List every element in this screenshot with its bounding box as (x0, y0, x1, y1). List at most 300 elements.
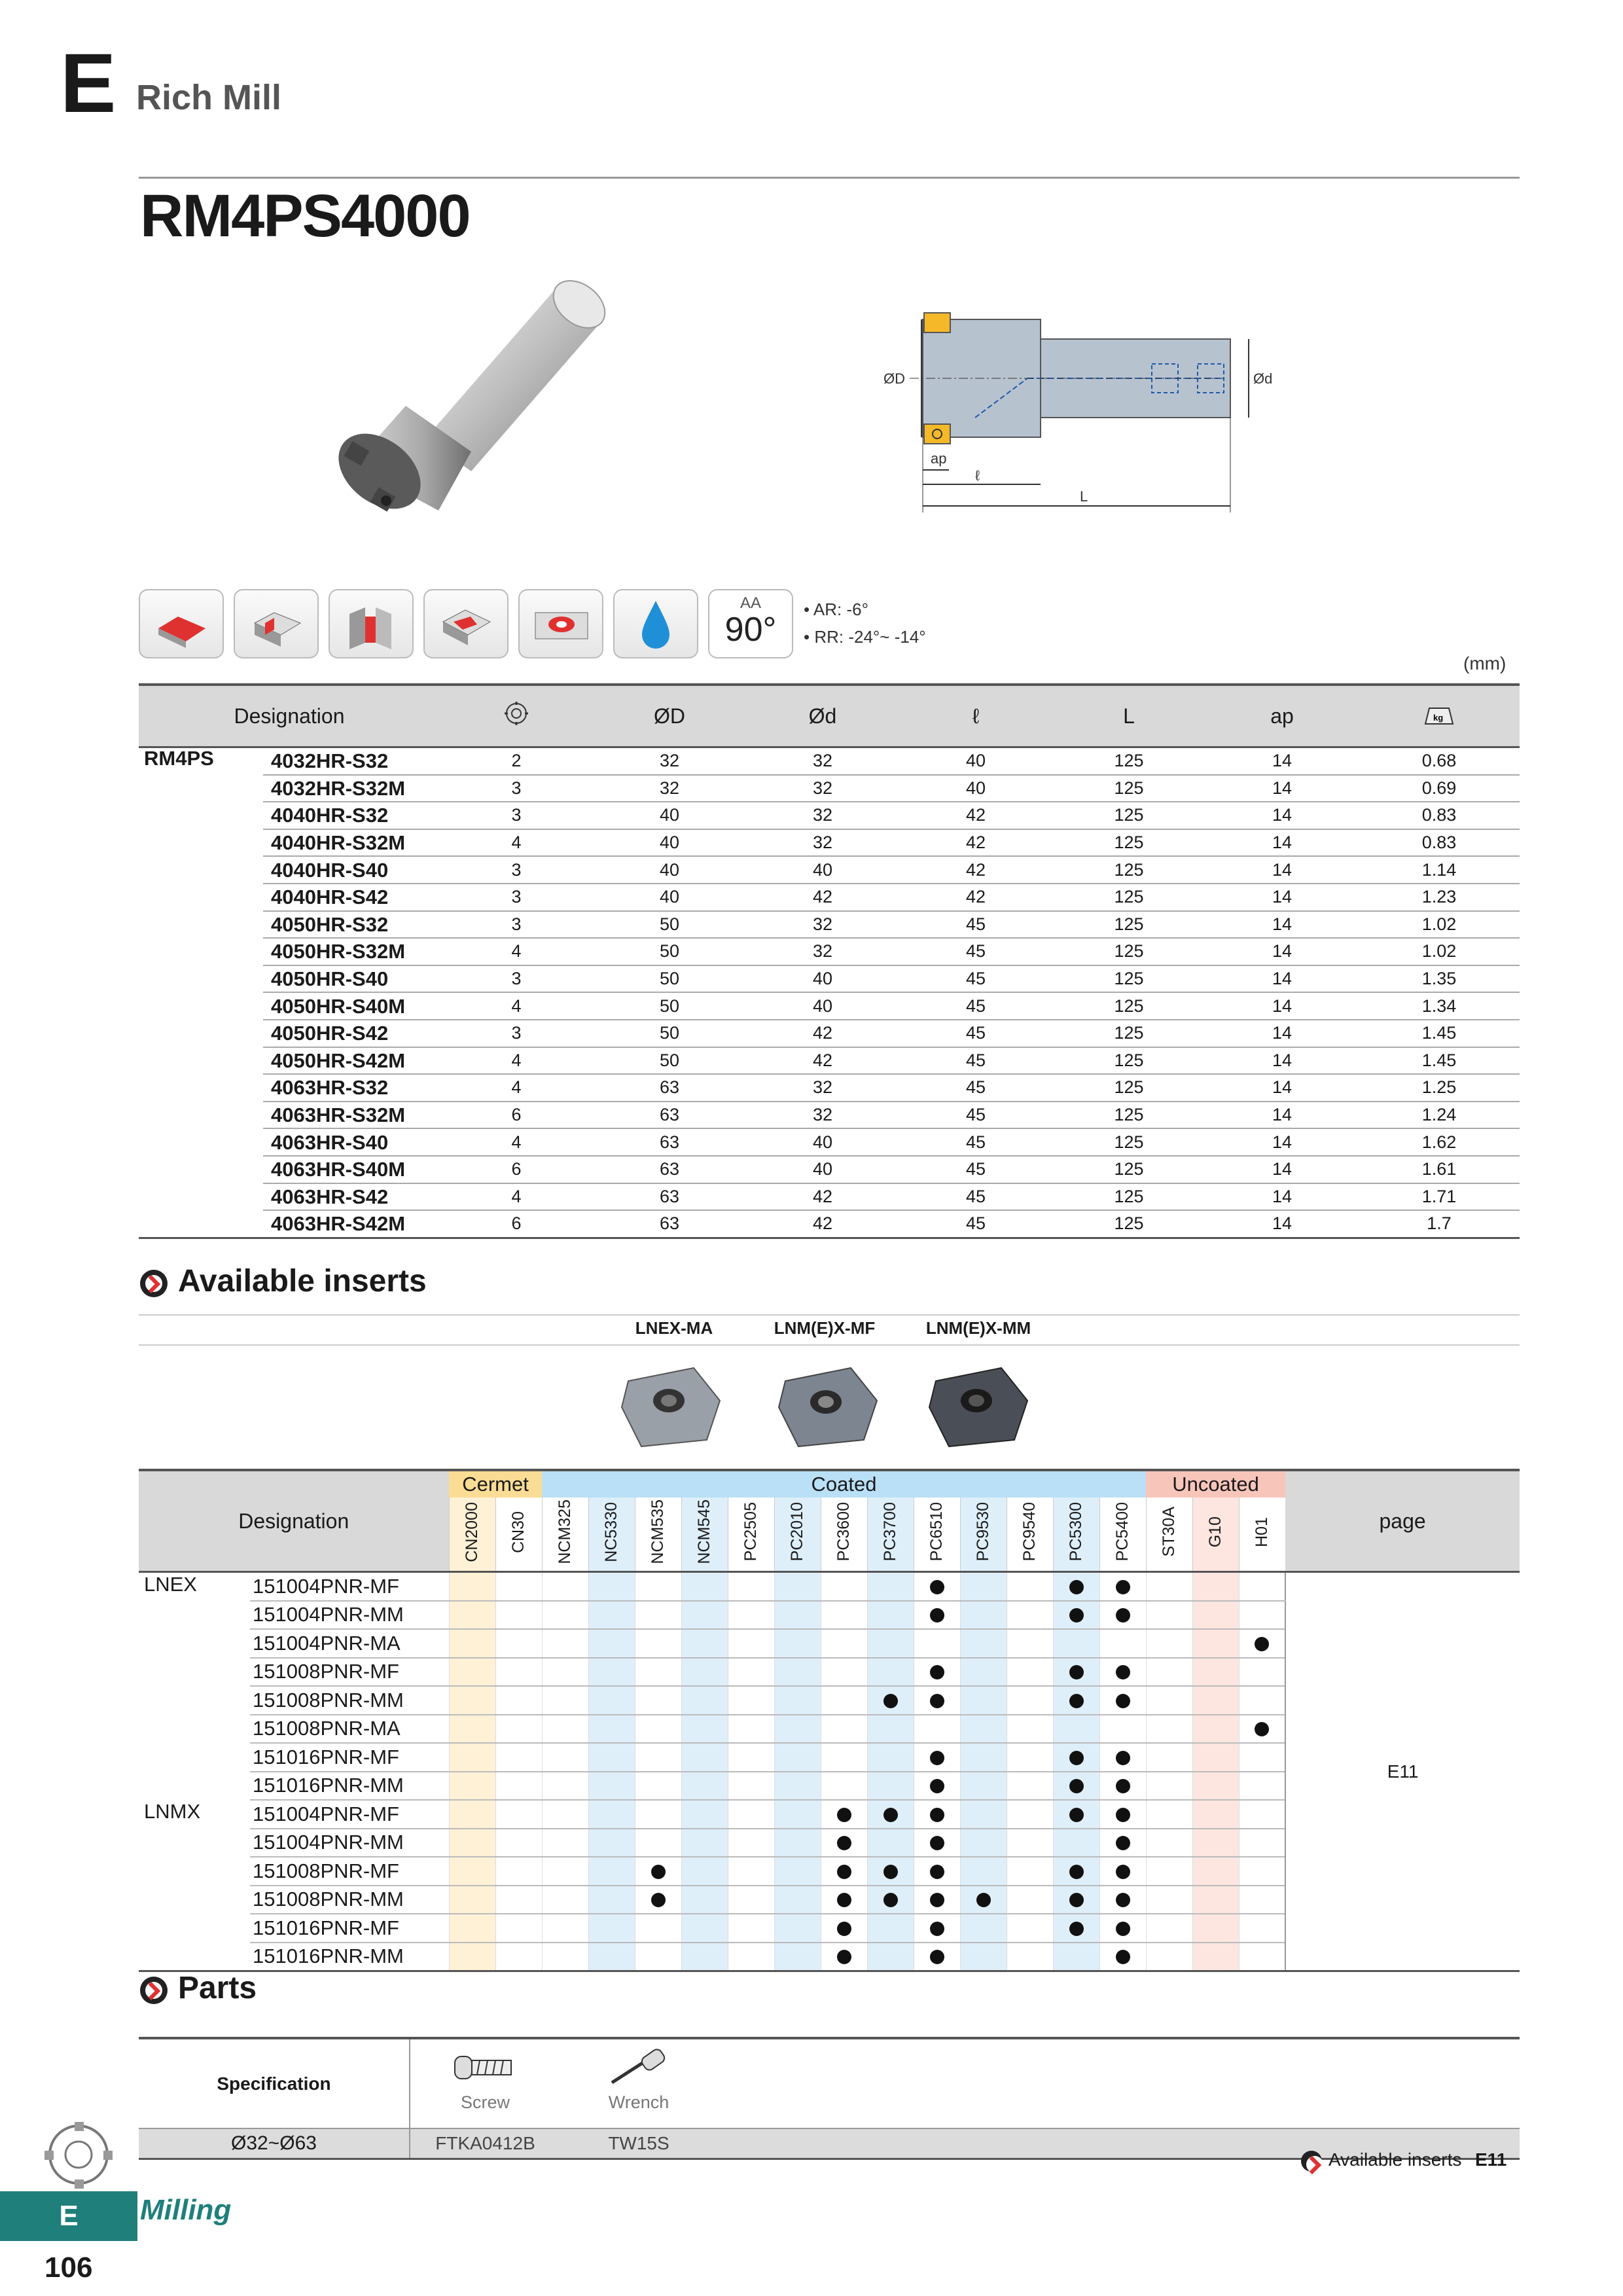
available-dot (1116, 1808, 1130, 1822)
value-cell: 63 (593, 1183, 746, 1211)
grade-cell (681, 1914, 728, 1943)
insert-designation: 151004PNR-MM (250, 1601, 449, 1630)
grade-name: PC9530 (960, 1498, 1007, 1572)
insert-designation: 151016PNR-MM (250, 1772, 449, 1801)
grade-cell (1007, 1857, 1053, 1886)
grade-cell (821, 1772, 867, 1801)
grade-cell (914, 1715, 960, 1744)
grade-cell (867, 1943, 914, 1971)
grade-cell (867, 1572, 914, 1601)
available-dot (1255, 1722, 1269, 1736)
table-row (139, 856, 1520, 884)
grade-cell (1192, 1886, 1239, 1914)
value-cell: 6 (440, 1102, 593, 1129)
grade-cell (914, 1572, 960, 1601)
value-cell: 14 (1205, 856, 1359, 884)
grade-cell (821, 1686, 867, 1715)
grade-cell (728, 1886, 774, 1914)
grade-cell (449, 1943, 495, 1971)
grade-cell (681, 1943, 728, 1971)
grade-cell (821, 1601, 867, 1630)
wrench-label: Wrench (608, 2092, 669, 2112)
value-cell: 45 (899, 911, 1052, 939)
grade-cell (495, 1743, 542, 1772)
grade-cell (1146, 1857, 1192, 1886)
grade-cell (635, 1629, 681, 1658)
grade-cell (1239, 1829, 1285, 1857)
grade-cell (1007, 1743, 1053, 1772)
insert-group-label: LNEX (144, 1573, 197, 1596)
col-D: ØD (593, 685, 746, 747)
grade-cell (495, 1658, 542, 1687)
value-cell: 14 (1205, 938, 1359, 965)
screw-cell (410, 2038, 560, 2128)
grade-cell (914, 1914, 960, 1943)
grade-cell (774, 1886, 821, 1914)
value-cell: 125 (1052, 829, 1205, 857)
grade-cell (821, 1743, 867, 1772)
value-cell: 40 (746, 992, 899, 1020)
value-cell: 1.23 (1359, 884, 1520, 911)
grade-cell (728, 1772, 774, 1801)
grade-cell (542, 1857, 588, 1886)
grade-cell (960, 1943, 1007, 1971)
value-cell: 63 (593, 1102, 746, 1129)
grade-name: NC5330 (588, 1498, 635, 1572)
grade-cell (495, 1886, 542, 1914)
value-cell: 3 (440, 775, 593, 802)
value-cell: 14 (1205, 1102, 1359, 1129)
designation-cell: 4063HR-S32 (263, 1074, 440, 1102)
od-big-label: ØD (883, 370, 905, 387)
grade-cell (588, 1829, 635, 1857)
grade-cell (960, 1829, 1007, 1857)
value-cell: 125 (1052, 1020, 1205, 1047)
value-cell: 125 (1052, 1183, 1205, 1211)
value-cell: 42 (746, 1020, 899, 1047)
grade-cell (960, 1572, 1007, 1601)
grade-cell (821, 1886, 867, 1914)
designation-cell: 4050HR-S32 (263, 911, 440, 939)
grade-cell (867, 1629, 914, 1658)
insert-designation: 151004PNR-MF (250, 1800, 449, 1829)
grade-cell (449, 1800, 495, 1829)
grade-name: PC2010 (774, 1498, 821, 1572)
grade-name: PC5400 (1099, 1498, 1146, 1572)
grade-cell (821, 1914, 867, 1943)
grade-cell (588, 1886, 635, 1914)
value-cell: 125 (1052, 1074, 1205, 1102)
value-cell: 40 (593, 856, 746, 884)
grade-cell (914, 1686, 960, 1715)
grade-cell (914, 1601, 960, 1630)
grade-cell (960, 1686, 1007, 1715)
grade-cell (449, 1629, 495, 1658)
grade-cell (728, 1857, 774, 1886)
grade-cell (821, 1857, 867, 1886)
value-cell: 42 (746, 1047, 899, 1075)
grade-cell (1192, 1800, 1239, 1829)
value-cell: 32 (746, 747, 899, 775)
designation-cell: 4040HR-S42 (263, 884, 440, 911)
chapter-tab: E (0, 2191, 137, 2241)
value-cell: 125 (1052, 1102, 1205, 1129)
grade-cell (1053, 1686, 1099, 1715)
available-dot (930, 1836, 944, 1850)
group-coated: Coated (542, 1470, 1146, 1498)
grade-cell (1146, 1601, 1192, 1630)
grade-cell (774, 1800, 821, 1829)
grade-name: PC6510 (914, 1498, 960, 1572)
grade-cell (914, 1658, 960, 1687)
grade-cell (1053, 1743, 1099, 1772)
od-small-label: Ød (1253, 370, 1273, 387)
available-dot (883, 1865, 898, 1879)
value-cell: 40 (746, 856, 899, 884)
value-cell: 40 (746, 965, 899, 993)
grade-cell (681, 1743, 728, 1772)
designation-cell: 4032HR-S32M (263, 775, 440, 802)
grade-cell (960, 1857, 1007, 1886)
grade-cell (588, 1601, 635, 1630)
insert-designation: 151008PNR-MM (250, 1686, 449, 1715)
available-dot (837, 1950, 851, 1964)
grade-cell (1192, 1572, 1239, 1601)
grade-cell (821, 1572, 867, 1601)
available-dot (1255, 1637, 1269, 1651)
available-dot (1069, 1580, 1084, 1594)
value-cell: 14 (1205, 1074, 1359, 1102)
insert-designation: 151008PNR-MF (250, 1658, 449, 1687)
value-cell: 14 (1205, 1156, 1359, 1183)
grade-cell (728, 1829, 774, 1857)
grade-cell (1239, 1743, 1285, 1772)
grade-cell (1239, 1601, 1285, 1630)
value-cell: 1.45 (1359, 1020, 1520, 1047)
grade-cell (588, 1772, 635, 1801)
value-cell: 50 (593, 938, 746, 965)
grade-cell (635, 1943, 681, 1971)
value-cell: 1.7 (1359, 1210, 1520, 1238)
value-cell: 1.35 (1359, 965, 1520, 993)
designation-cell: 4050HR-S32M (263, 938, 440, 965)
insert-designation: 151008PNR-MA (250, 1715, 449, 1744)
value-cell: 4 (440, 992, 593, 1020)
grade-cell (635, 1772, 681, 1801)
available-dot (1069, 1694, 1084, 1708)
grade-cell (867, 1772, 914, 1801)
value-cell: 40 (593, 829, 746, 857)
grade-cell (867, 1829, 914, 1857)
available-dot (930, 1950, 944, 1964)
wrench-icon (603, 2043, 675, 2089)
ref-arrow-icon (1301, 2151, 1322, 2172)
ref-text[interactable]: Available inserts (1329, 2149, 1462, 2170)
grade-cell (1007, 1829, 1053, 1857)
grade-cell (1239, 1686, 1285, 1715)
grade-cell (774, 1943, 821, 1971)
table-row (139, 1156, 1520, 1183)
spec-rr: • RR: -24°~ -14° (804, 627, 926, 647)
grade-cell (495, 1715, 542, 1744)
available-dot (1116, 1751, 1130, 1765)
grade-name: PC3600 (821, 1498, 867, 1572)
available-dot (1116, 1608, 1130, 1623)
grade-cell (821, 1715, 867, 1744)
inserts-title: Available inserts (178, 1264, 427, 1299)
grade-cell (681, 1629, 728, 1658)
col-d: Ød (746, 685, 899, 747)
available-dot (930, 1893, 944, 1907)
grade-cell (774, 1743, 821, 1772)
grade-cell (914, 1829, 960, 1857)
grade-cell (681, 1772, 728, 1801)
grade-name: PC2505 (728, 1498, 774, 1572)
value-cell: 42 (899, 884, 1052, 911)
tool-photo (308, 275, 622, 550)
grade-cell (1192, 1658, 1239, 1687)
value-cell: 40 (593, 802, 746, 829)
value-cell: 14 (1205, 1020, 1359, 1047)
value-cell: 3 (440, 911, 593, 939)
grade-cell (681, 1686, 728, 1715)
grade-cell (774, 1686, 821, 1715)
weight-icon (1424, 702, 1454, 725)
grade-cell (542, 1658, 588, 1687)
grade-cell (449, 1572, 495, 1601)
value-cell: 6 (440, 1210, 593, 1238)
available-dot (930, 1922, 944, 1936)
grade-cell (542, 1914, 588, 1943)
value-cell: 45 (899, 1210, 1052, 1238)
value-cell: 3 (440, 884, 593, 911)
grade-cell (588, 1743, 635, 1772)
face-milling-icon (234, 589, 319, 658)
ref-page[interactable]: E11 (1475, 2149, 1507, 2170)
grade-cell (681, 1857, 728, 1886)
table-row (139, 1102, 1520, 1129)
grade-cell (960, 1800, 1007, 1829)
grade-cell (588, 1943, 635, 1971)
insert-designation: 151004PNR-MM (250, 1829, 449, 1857)
grade-cell (495, 1629, 542, 1658)
grade-cell (1007, 1686, 1053, 1715)
page-number: 106 (45, 2251, 93, 2284)
grade-cell (681, 1658, 728, 1687)
value-cell: 14 (1205, 829, 1359, 857)
grade-cell (449, 1743, 495, 1772)
chapter-letter: E (60, 37, 116, 130)
value-cell: 45 (899, 1074, 1052, 1102)
grade-cell (1146, 1886, 1192, 1914)
grade-cell (1099, 1572, 1146, 1601)
grade-cell (588, 1629, 635, 1658)
grade-cell (914, 1772, 960, 1801)
available-dot (1116, 1580, 1130, 1594)
available-dot (1069, 1608, 1084, 1623)
grade-cell (542, 1601, 588, 1630)
grade-cell (1192, 1914, 1239, 1943)
grade-cell (774, 1715, 821, 1744)
grade-cell (542, 1772, 588, 1801)
value-cell: 45 (899, 1183, 1052, 1211)
insert-type-label: LNM(E)X-MM (925, 1318, 1031, 1338)
L-label: L (1080, 488, 1088, 505)
table-row (139, 1183, 1520, 1211)
grade-cell (1239, 1943, 1285, 1971)
table-row (139, 911, 1520, 939)
grade-cell (495, 1601, 542, 1630)
grade-name: H01 (1239, 1498, 1285, 1572)
grade-cell (1099, 1743, 1146, 1772)
grade-cell (1239, 1857, 1285, 1886)
grade-cell (449, 1772, 495, 1801)
grade-cell (1099, 1686, 1146, 1715)
grade-cell (867, 1857, 914, 1886)
grade-cell (1146, 1629, 1192, 1658)
value-cell: 32 (593, 747, 746, 775)
table-row (139, 802, 1520, 829)
table-row (139, 829, 1520, 857)
available-dot (1069, 1922, 1084, 1936)
value-cell: 40 (593, 884, 746, 911)
value-cell: 14 (1205, 1128, 1359, 1156)
value-cell: 63 (593, 1210, 746, 1238)
cutter-logo-icon (39, 2118, 118, 2190)
value-cell: 125 (1052, 992, 1205, 1020)
available-dot (1116, 1665, 1130, 1679)
grade-cell (1007, 1601, 1053, 1630)
grade-cell (495, 1914, 542, 1943)
value-cell: 0.83 (1359, 829, 1520, 857)
grade-cell (1099, 1715, 1146, 1744)
col-teeth (440, 685, 593, 747)
available-dot (651, 1865, 666, 1879)
available-dot (1116, 1779, 1130, 1793)
screw-code: FTKA0412B (410, 2128, 560, 2159)
grade-cell (1007, 1658, 1053, 1687)
grade-cell (1007, 1800, 1053, 1829)
grade-cell (449, 1886, 495, 1914)
grade-cell (1192, 1857, 1239, 1886)
available-dot (930, 1865, 944, 1879)
grade-cell (588, 1658, 635, 1687)
available-dot (883, 1694, 898, 1708)
tool-drawing (870, 306, 1329, 522)
wrench-cell (560, 2038, 717, 2128)
grade-cell (867, 1743, 914, 1772)
value-cell: 45 (899, 938, 1052, 965)
value-cell: 14 (1205, 1210, 1359, 1238)
value-cell: 125 (1052, 884, 1205, 911)
value-cell: 40 (746, 1128, 899, 1156)
col-designation: Designation (139, 685, 440, 747)
available-dot (837, 1808, 851, 1822)
parts-range: Ø32~Ø63 (139, 2128, 410, 2159)
inserts-divider (139, 1344, 1520, 1346)
grade-name: PC3700 (867, 1498, 914, 1572)
grade-cell (867, 1914, 914, 1943)
grade-cell (449, 1857, 495, 1886)
grade-cell (821, 1629, 867, 1658)
grade-cell (542, 1886, 588, 1914)
grade-cell (1099, 1772, 1146, 1801)
section-arrow-icon (140, 1977, 168, 2004)
grade-cell (1192, 1829, 1239, 1857)
grade-cell (1053, 1857, 1099, 1886)
col-L: L (1052, 685, 1205, 747)
grade-cell (728, 1743, 774, 1772)
grade-name: CN2000 (449, 1498, 495, 1572)
grade-cell (914, 1943, 960, 1971)
grade-cell (1192, 1943, 1239, 1971)
grade-cell (728, 1572, 774, 1601)
value-cell: 1.24 (1359, 1102, 1520, 1129)
available-dot (1069, 1751, 1084, 1765)
value-cell: 125 (1052, 965, 1205, 993)
value-cell: 125 (1052, 802, 1205, 829)
grade-cell (542, 1629, 588, 1658)
value-cell: 45 (899, 1128, 1052, 1156)
value-cell: 42 (899, 802, 1052, 829)
grade-name: ST30A (1146, 1498, 1192, 1572)
insert-type-label: LNEX-MA (635, 1318, 713, 1338)
value-cell: 14 (1205, 911, 1359, 939)
grade-cell (1099, 1601, 1146, 1630)
grade-page-ref[interactable]: E11 (1285, 1572, 1520, 1971)
available-dot (930, 1779, 944, 1793)
col-ap: ap (1205, 685, 1359, 747)
insert-group-label: LNMX (139, 1800, 250, 1971)
designation-cell: 4040HR-S32 (263, 802, 440, 829)
grade-cell (774, 1601, 821, 1630)
grade-cell (1239, 1800, 1285, 1829)
designation-cell: 4040HR-S40 (263, 856, 440, 884)
approach-angle-box (708, 589, 793, 658)
value-cell: 4 (440, 1128, 593, 1156)
grade-cell (681, 1886, 728, 1914)
value-cell: 3 (440, 856, 593, 884)
grade-cell (774, 1914, 821, 1943)
table-row (139, 992, 1520, 1020)
dimension-table (139, 683, 1520, 1239)
grade-cell (821, 1943, 867, 1971)
available-dot (930, 1608, 944, 1623)
value-cell: 32 (746, 938, 899, 965)
value-cell: 1.02 (1359, 938, 1520, 965)
grade-cell (1239, 1772, 1285, 1801)
value-cell: 50 (593, 992, 746, 1020)
value-cell: 42 (899, 856, 1052, 884)
grade-cell (588, 1686, 635, 1715)
grade-cell (449, 1601, 495, 1630)
grade-cell (542, 1743, 588, 1772)
grade-cell (821, 1658, 867, 1687)
grade-cell (867, 1658, 914, 1687)
grade-cell (1192, 1629, 1239, 1658)
insert-designation: 151008PNR-MM (250, 1886, 449, 1914)
designation-cell: 4063HR-S42M (263, 1210, 440, 1238)
value-cell: 45 (899, 1020, 1052, 1047)
grade-cell (1146, 1914, 1192, 1943)
grade-cell (1053, 1715, 1099, 1744)
grade-cell (1053, 1943, 1099, 1971)
grade-cell (867, 1886, 914, 1914)
grade-cell (1192, 1772, 1239, 1801)
grade-cell (542, 1800, 588, 1829)
grade-cell (1146, 1686, 1192, 1715)
grade-cell (774, 1658, 821, 1687)
